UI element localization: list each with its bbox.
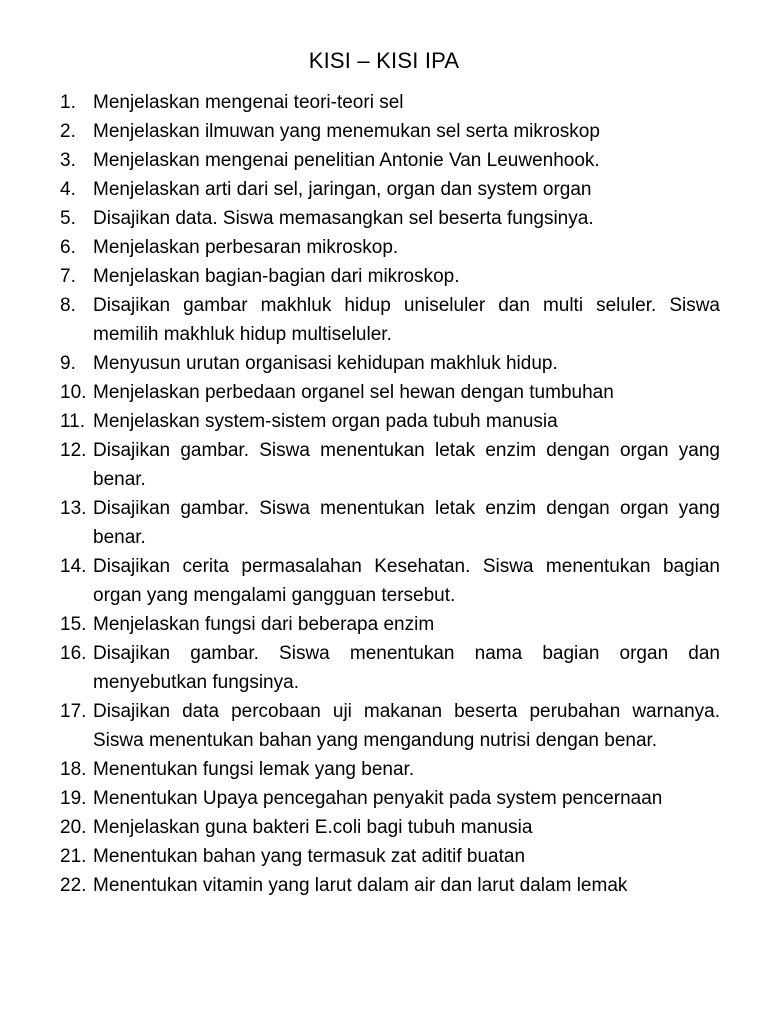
item-number: 15. <box>60 614 87 635</box>
item-text: Menentukan vitamin yang larut dalam air dan larut dalam lemak <box>93 875 628 896</box>
item-number: 5. <box>60 208 76 229</box>
item-text: Menjelaskan system-sistem organ pada tubuh manusia <box>93 411 558 432</box>
list-item <box>60 697 720 755</box>
item-number: 8. <box>60 295 76 316</box>
list-item <box>60 175 720 204</box>
item-text: Menjelaskan bagian-bagian dari mikroskop. <box>93 266 460 287</box>
list-item <box>60 233 720 262</box>
item-text: Disajikan gambar. Siswa menentukan letak enzim dengan organ yang benar. <box>93 498 720 548</box>
list-item <box>60 349 720 378</box>
item-text: Menjelaskan guna bakteri E.coli bagi tubuh manusia <box>93 817 533 838</box>
item-text: Disajikan cerita permasalahan Kesehatan. Siswa menentukan bagian organ yang mengalami gangguan tersebut. <box>93 556 720 606</box>
item-number: 14. <box>60 556 87 577</box>
list-item <box>60 291 720 349</box>
item-number: 21. <box>60 846 87 867</box>
list-item <box>60 262 720 291</box>
item-text: Menjelaskan ilmuwan yang menemukan sel serta mikroskop <box>93 121 600 142</box>
item-text: Disajikan gambar makhluk hidup uniseluler dan multi seluler. Siswa memilih makhluk hidup multiseluler. <box>93 295 720 345</box>
list-item <box>60 117 720 146</box>
item-number: 2. <box>60 121 76 142</box>
item-text: Menjelaskan mengenai penelitian Antonie Van Leuwenhook. <box>93 150 600 171</box>
item-number: 18. <box>60 759 87 780</box>
list-item <box>60 639 720 697</box>
item-text: Menyusun urutan organisasi kehidupan makhluk hidup. <box>93 353 558 374</box>
item-number: 19. <box>60 788 87 809</box>
item-number: 10. <box>60 382 87 403</box>
list-item <box>60 552 720 610</box>
item-text: Menjelaskan fungsi dari beberapa enzim <box>93 614 435 635</box>
list-item <box>60 204 720 233</box>
item-number: 20. <box>60 817 87 838</box>
item-number: 11. <box>60 411 86 432</box>
list-item <box>60 146 720 175</box>
item-number: 22. <box>60 875 87 896</box>
list-item <box>60 407 720 436</box>
item-number: 4. <box>60 179 76 200</box>
item-text: Menentukan bahan yang termasuk zat aditif buatan <box>93 846 526 867</box>
item-list <box>60 88 720 900</box>
item-number: 7. <box>60 266 76 287</box>
list-item <box>60 494 720 552</box>
item-number: 13. <box>60 498 87 519</box>
list-item <box>60 871 720 900</box>
list-item <box>60 610 720 639</box>
list-item <box>60 378 720 407</box>
item-number: 17. <box>60 701 87 722</box>
item-number: 3. <box>60 150 76 171</box>
item-number: 9. <box>60 353 76 374</box>
item-text: Disajikan gambar. Siswa menentukan nama bagian organ dan menyebutkan fungsinya. <box>93 643 720 693</box>
item-number: 1. <box>60 92 76 113</box>
item-number: 12. <box>60 440 87 461</box>
list-item <box>60 813 720 842</box>
item-text: Menjelaskan perbedaan organel sel hewan dengan tumbuhan <box>93 382 614 403</box>
item-text: Menjelaskan perbesaran mikroskop. <box>93 237 399 258</box>
item-text: Menjelaskan mengenai teori-teori sel <box>93 92 404 113</box>
list-item <box>60 88 720 117</box>
item-number: 6. <box>60 237 76 258</box>
item-text: Disajikan data percobaan uji makanan beserta perubahan warnanya. Siswa menentukan bahan yang mengandung nutrisi dengan benar. <box>93 701 720 751</box>
list-item <box>60 842 720 871</box>
list-item <box>60 436 720 494</box>
item-text: Menentukan Upaya pencegahan penyakit pada system pencernaan <box>93 788 663 809</box>
item-text: Disajikan data. Siswa memasangkan sel beserta fungsinya. <box>93 208 594 229</box>
item-number: 16. <box>60 643 87 664</box>
list-item <box>60 784 720 813</box>
item-text: Menentukan fungsi lemak yang benar. <box>93 759 415 780</box>
document-title: KISI – KISI IPA <box>308 48 460 73</box>
list-item <box>60 755 720 784</box>
item-text: Disajikan gambar. Siswa menentukan letak enzim dengan organ yang benar. <box>93 440 720 490</box>
item-text: Menjelaskan arti dari sel, jaringan, organ dan system organ <box>93 179 592 200</box>
